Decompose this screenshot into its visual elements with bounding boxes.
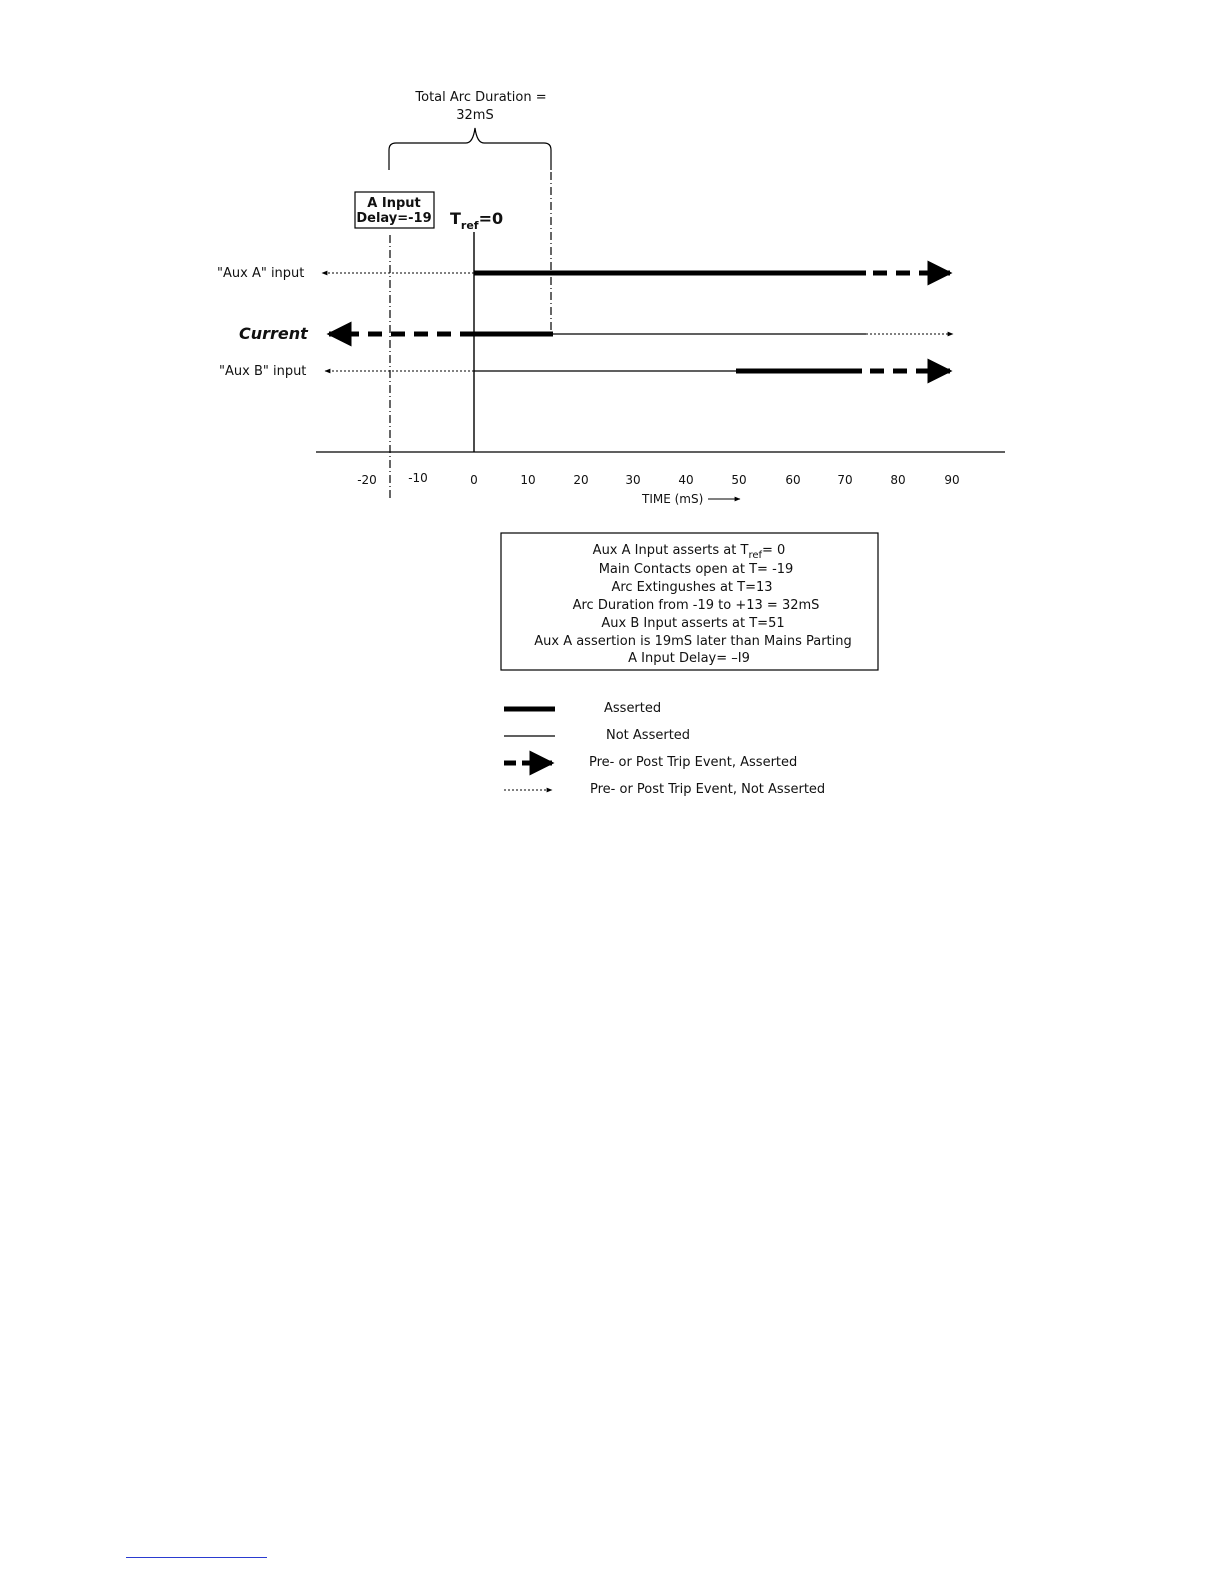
tick-label: 40: [678, 473, 694, 487]
legend-pre-post-not-asserted-label: Pre- or Post Trip Event, Not Asserted: [590, 782, 826, 797]
tick-label: -20: [357, 473, 377, 487]
aux-b-label: "Aux B" input: [219, 364, 307, 379]
note-line-5: Aux B Input asserts at T=51: [601, 616, 785, 631]
tick-label: 70: [837, 473, 853, 487]
tick-label: 30: [625, 473, 641, 487]
note-line-3: Arc Extingushes at T=13: [611, 580, 773, 595]
aux-a-label: "Aux A" input: [217, 266, 305, 281]
legend: [504, 701, 825, 797]
a-input-delay-line2: Delay=-19: [356, 211, 432, 226]
tick-label: 50: [731, 473, 747, 487]
note-line-1: Aux A Input asserts at $T_{ref}= 0$: [592, 543, 786, 561]
legend-not-asserted-label: Not Asserted: [606, 728, 691, 743]
arc-duration-brace: [389, 128, 551, 170]
note-line-4: Arc Duration from -19 to +13 = 32mS: [572, 598, 820, 613]
tick-label: -10: [408, 471, 428, 485]
time-axis-label: TIME (mS): [642, 492, 704, 506]
tick-label: 0: [470, 473, 478, 487]
tick-label: 90: [944, 473, 960, 487]
tick-label: 80: [890, 473, 906, 487]
axis-ticks: [357, 471, 959, 487]
legend-pre-post-asserted-label: Pre- or Post Trip Event, Asserted: [589, 755, 798, 770]
note-line-7: A Input Delay= –I9: [628, 651, 750, 666]
current-label: Current: [239, 324, 308, 343]
a-input-delay-line1: A Input: [367, 196, 421, 211]
tick-label: 60: [785, 473, 801, 487]
note-line-2: Main Contacts open at T= -19: [598, 562, 794, 577]
tick-label: 10: [520, 473, 536, 487]
legend-asserted-label: Asserted: [604, 701, 662, 716]
note-line-6: Aux A assertion is 19mS later than Mains Parting: [534, 634, 852, 649]
total-arc-duration-label: Total Arc Duration =: [415, 90, 547, 105]
footnote-separator: [126, 1557, 267, 1558]
tref-label: $T_{ref}=0$: [450, 209, 504, 232]
total-arc-duration-value: 32mS: [456, 108, 494, 123]
tick-label: 20: [573, 473, 589, 487]
